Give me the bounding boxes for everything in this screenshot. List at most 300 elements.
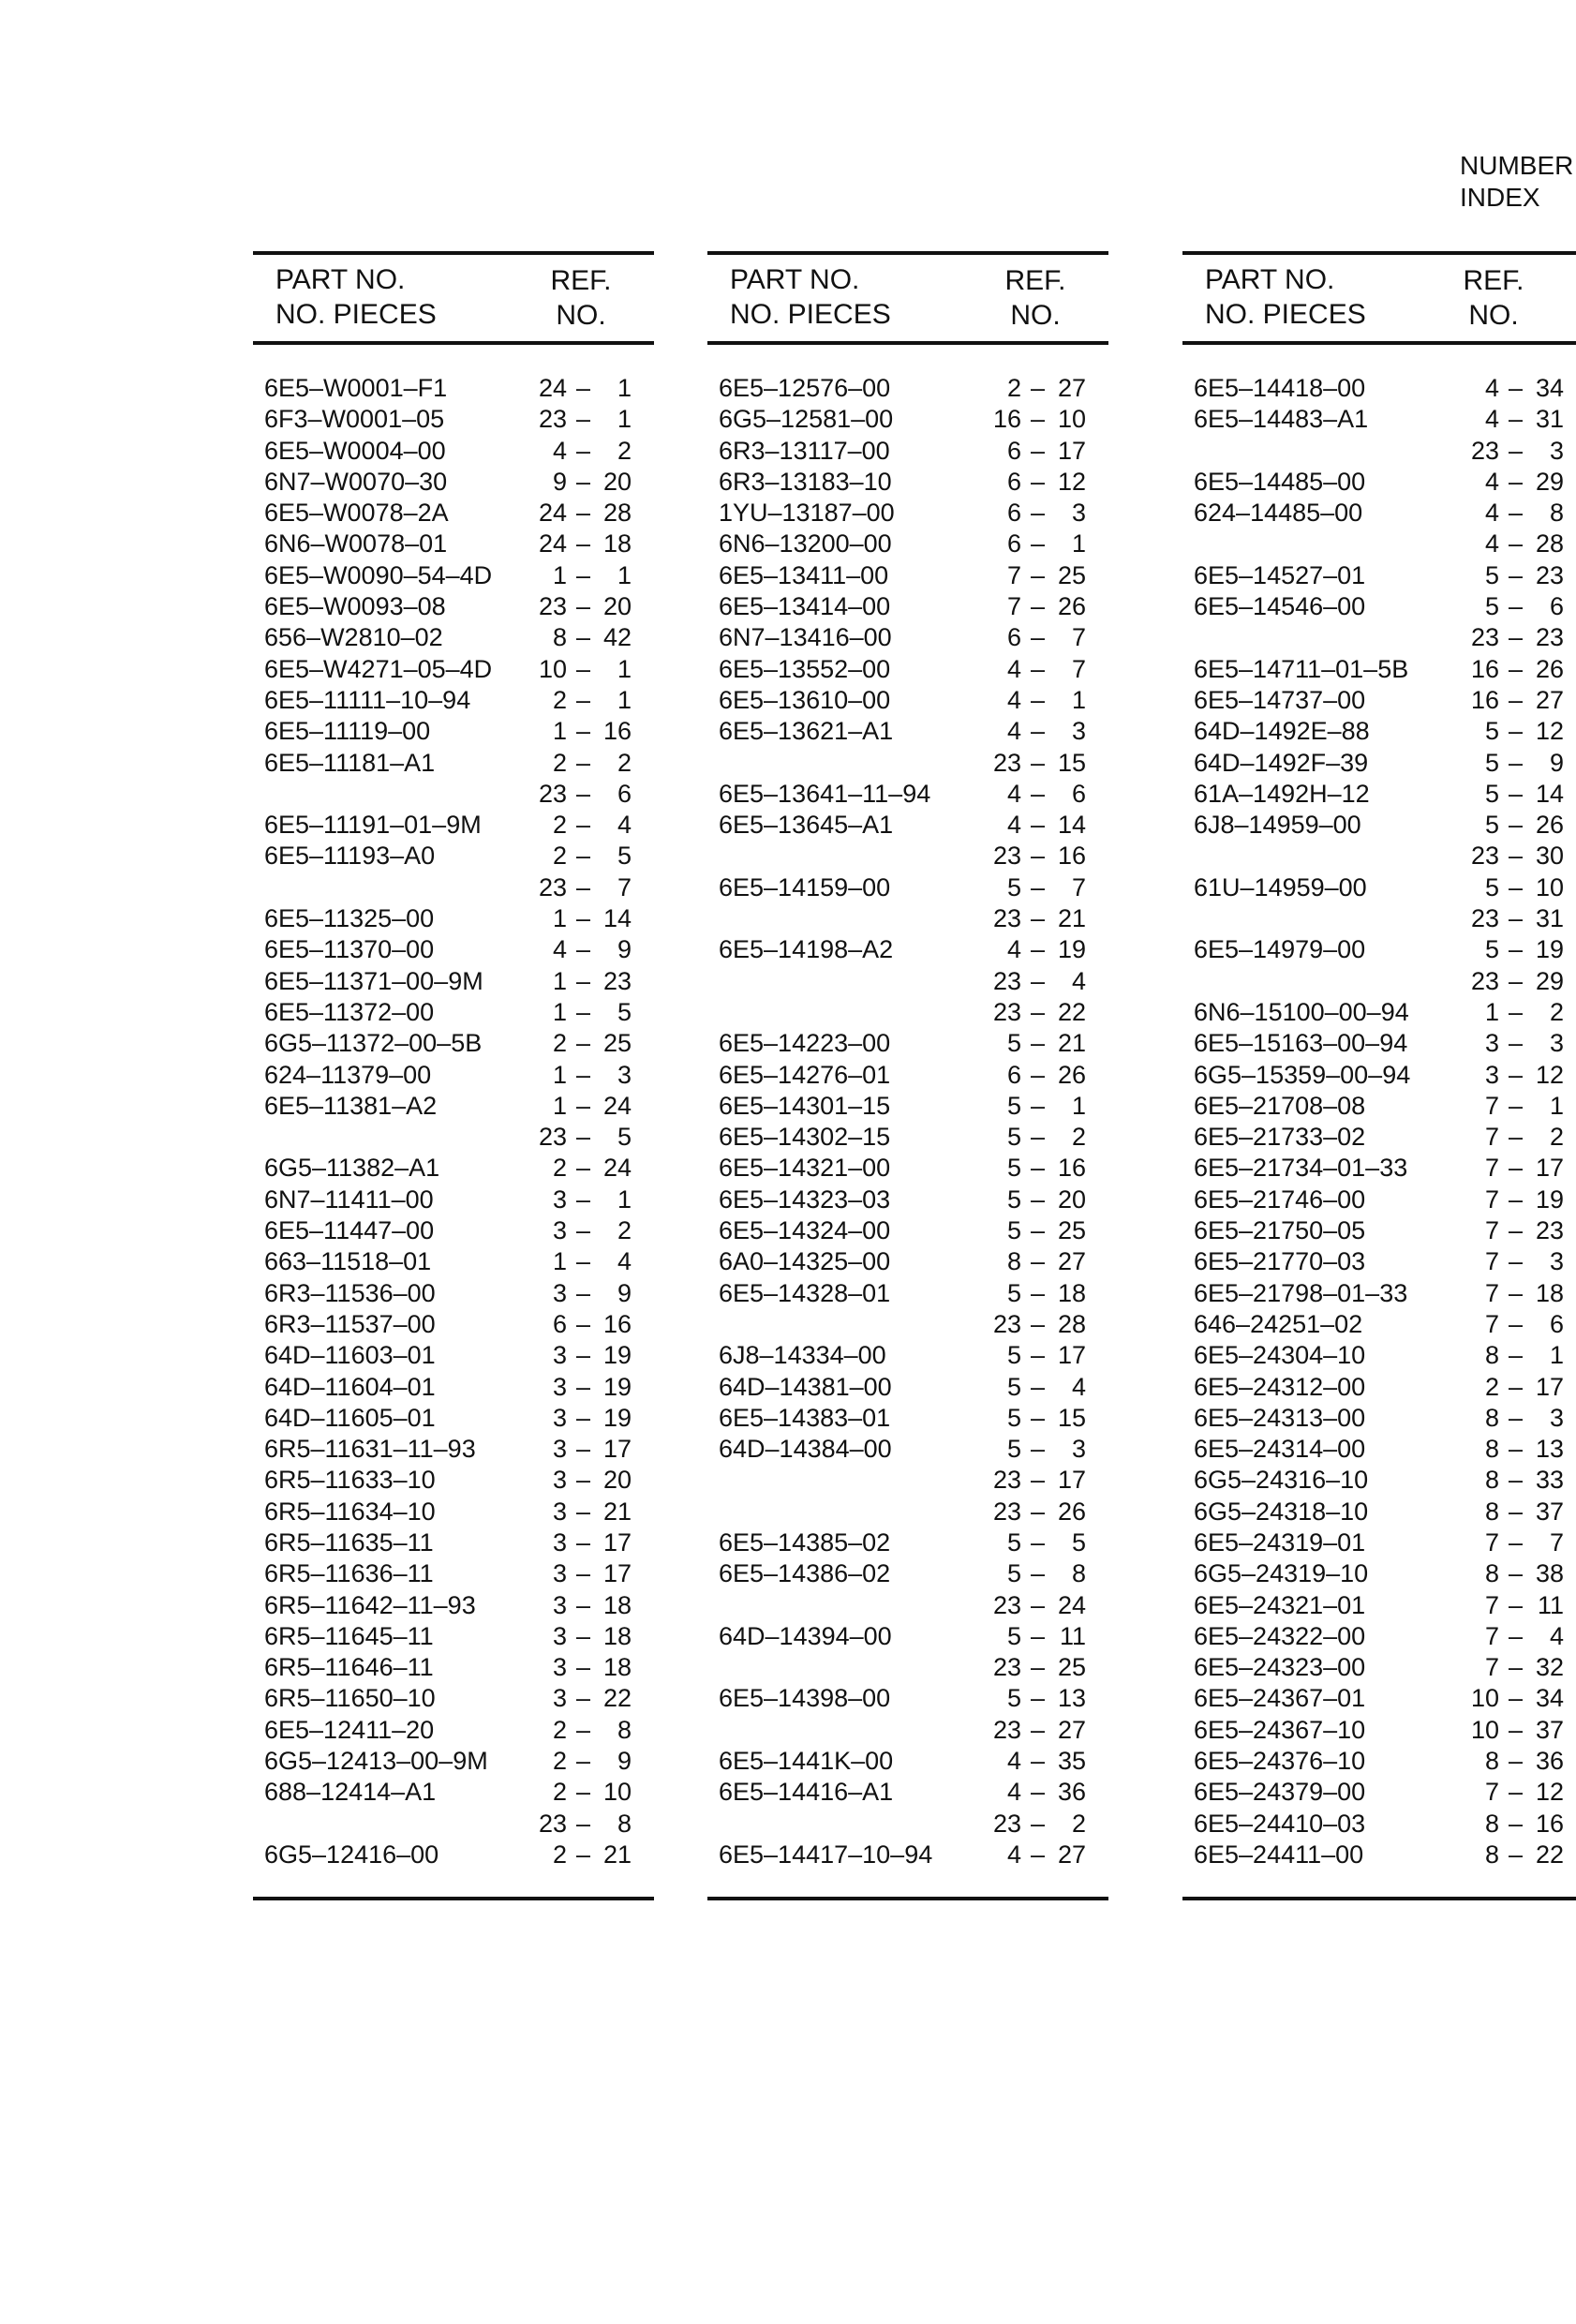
index-row [1182,1465,1576,1496]
page-number: 4 [552,935,567,964]
separator-dash: – [576,592,591,621]
page-number: 1 [552,560,567,589]
page-number: 23 [1470,623,1499,652]
part-number: 6R3–13117–00 [719,436,890,465]
page-number: 1 [552,997,567,1026]
index-row [1182,1809,1576,1840]
part-number: 6R5–11645–11 [264,1621,434,1650]
page-number: 3 [552,1372,567,1401]
index-row [707,1184,1108,1215]
page-number: 24 [538,374,567,402]
page-number: 9 [552,467,567,496]
index-row [1182,1060,1576,1091]
ref-number: 2 [1071,1123,1086,1152]
part-number: 6E5–14418–00 [1194,374,1366,402]
ref-number: 7 [1071,623,1086,652]
index-row [253,1309,654,1340]
separator-dash: – [1509,592,1524,621]
index-row [1182,467,1576,498]
ref-number: 27 [1057,374,1086,402]
part-number: 6E5–11371–00–9M [264,966,483,995]
separator-dash: – [576,1123,591,1152]
separator-dash: – [576,1621,591,1650]
ref-number: 25 [1057,1653,1086,1682]
separator-dash: – [576,467,591,496]
ref-number: 7 [1549,1527,1564,1557]
separator-dash: – [576,1184,591,1214]
index-row [707,404,1108,435]
ref-number: 34 [1535,374,1564,402]
separator-dash: – [1509,779,1524,808]
page-number: 7 [1484,1621,1499,1650]
page-number: 4 [1006,654,1021,683]
page-number: 4 [1006,685,1021,714]
separator-dash: – [1031,1466,1046,1495]
index-row [707,1715,1108,1746]
index-row [1182,1340,1576,1371]
separator-dash: – [576,1809,591,1838]
index-row [253,1028,654,1059]
ref-number: 1 [617,654,632,683]
ref-no-header: REF. NO. [1463,265,1524,331]
separator-dash: – [1509,436,1524,465]
part-number: 6R3–13183–10 [719,467,892,496]
column-header [1182,255,1576,341]
index-row [1182,934,1576,965]
separator-dash: – [1031,904,1046,933]
ref-number: 18 [602,529,632,559]
separator-dash: – [1031,966,1046,995]
index-row [707,1683,1108,1714]
page-number: 23 [992,842,1021,871]
ref-number: 17 [602,1527,632,1557]
separator-dash: – [576,1247,591,1276]
page-number: 23 [992,1715,1021,1744]
page-number: 10 [538,654,567,683]
part-number: 6E5–13411–00 [719,560,889,589]
ref-number: 15 [1057,748,1086,777]
separator-dash: – [576,1309,591,1338]
ref-number: 26 [1057,1497,1086,1526]
separator-dash: – [1509,1653,1524,1682]
ref-number: 15 [1057,1403,1086,1432]
page-number: 8 [1484,1559,1499,1588]
ref-number: 17 [1057,1466,1086,1495]
index-row [1182,1091,1576,1122]
ref-number: 17 [602,1559,632,1588]
ref-number: 22 [1057,997,1086,1026]
index-row [1182,1184,1576,1215]
index-row [1182,404,1576,435]
separator-dash: – [1509,623,1524,652]
part-number: 6J8–14959–00 [1194,811,1361,840]
separator-dash: – [1509,1060,1524,1089]
separator-dash: – [1031,1247,1046,1276]
part-number: 6E5–W4271–05–4D [264,654,493,683]
ref-number: 16 [602,1309,632,1338]
page-number: 23 [1470,904,1499,933]
part-number: 6E5–11372–00 [264,997,435,1026]
index-row [253,1497,654,1527]
ref-number: 20 [602,1466,632,1495]
part-number: 6E5–14417–10–94 [719,1840,933,1869]
part-number: 6E5–14159–00 [719,872,891,901]
bottom-rule [707,1897,1108,1900]
separator-dash: – [576,1278,591,1307]
separator-dash: – [1509,1247,1524,1276]
part-number: 64D–1492F–39 [1194,748,1369,777]
index-row [707,1621,1108,1652]
separator-dash: – [1509,1715,1524,1744]
page-number: 23 [538,592,567,621]
page-number: 4 [1484,467,1499,496]
index-row [1182,1403,1576,1434]
part-number: 6G5–15359–00–94 [1194,1060,1411,1089]
index-row [707,436,1108,467]
part-number: 61A–1492H–12 [1194,779,1370,808]
page-number: 7 [1484,1527,1499,1557]
separator-dash: – [1031,374,1046,402]
ref-number: 14 [602,904,632,933]
index-row [707,779,1108,810]
separator-dash: – [576,1715,591,1744]
index-row [1182,436,1576,467]
page-number: 3 [552,1184,567,1214]
page-number: 5 [1484,872,1499,901]
separator-dash: – [1509,1154,1524,1183]
page-number: 23 [992,966,1021,995]
ref-number: 18 [1535,1278,1564,1307]
page-number: 7 [1484,1278,1499,1307]
part-number: 6G5–24316–10 [1194,1466,1369,1495]
part-number: 6G5–24319–10 [1194,1559,1369,1588]
index-row [707,997,1108,1028]
index-row [707,591,1108,622]
ref-number: 8 [617,1715,632,1744]
separator-dash: – [1031,1778,1046,1807]
separator-dash: – [1509,935,1524,964]
ref-number: 28 [1057,1309,1086,1338]
page-number: 1 [552,1247,567,1276]
ref-number: 38 [1535,1559,1564,1588]
page-number: 2 [552,748,567,777]
page-number: 3 [552,1621,567,1650]
page-number: 5 [1006,1154,1021,1183]
ref-number: 9 [617,1747,632,1776]
separator-dash: – [1031,1653,1046,1682]
separator-dash: – [1509,1809,1524,1838]
separator-dash: – [576,1747,591,1776]
ref-number: 22 [1535,1840,1564,1869]
ref-number: 19 [1057,935,1086,964]
separator-dash: – [576,1497,591,1526]
separator-dash: – [576,436,591,465]
index-row [1182,810,1576,841]
index-row [253,1091,654,1122]
ref-number: 9 [617,1278,632,1307]
index-heading: NUMBER INDEX [1460,151,1574,212]
index-row [1182,1777,1576,1808]
index-row [253,1683,654,1714]
ref-number: 30 [1535,842,1564,871]
ref-number: 6 [617,779,632,808]
part-number: 6E5–14711–01–5B [1194,654,1409,683]
parts-list [253,373,654,1870]
part-number: 64D–14381–00 [719,1372,892,1401]
part-number: 6E5–21746–00 [1194,1184,1366,1214]
index-row [707,1746,1108,1777]
part-number: 6R5–11642–11–93 [264,1590,476,1619]
index-row [707,560,1108,591]
index-column-3 [1182,251,1576,1900]
part-number: 6E5–11111–10–94 [264,685,471,714]
part-number: 6E5–24319–01 [1194,1527,1366,1557]
index-row [707,1558,1108,1589]
page-number: 1 [552,1091,567,1120]
page-number: 5 [1484,717,1499,746]
separator-dash: – [1509,560,1524,589]
index-row [253,1246,654,1277]
separator-dash: – [1031,1123,1046,1152]
part-number: 6E5–13552–00 [719,654,891,683]
page-number: 2 [552,811,567,840]
ref-number: 33 [1535,1466,1564,1495]
page-number: 23 [1470,842,1499,871]
page-number: 3 [552,1590,567,1619]
page-number: 7 [1484,1778,1499,1807]
index-row [253,966,654,997]
page-number: 4 [1006,1778,1021,1807]
separator-dash: – [1509,872,1524,901]
index-row [1182,591,1576,622]
separator-dash: – [1509,1341,1524,1370]
ref-number: 27 [1057,1247,1086,1276]
separator-dash: – [576,935,591,964]
page-number: 4 [1484,374,1499,402]
ref-number: 23 [1535,623,1564,652]
separator-dash: – [1031,529,1046,559]
ref-number: 1 [1549,1341,1564,1370]
ref-number: 19 [602,1403,632,1432]
index-row [253,1527,654,1558]
part-number: 6R5–11646–11 [264,1653,434,1682]
page-number: 4 [1006,1840,1021,1869]
index-row [253,1777,654,1808]
index-row [1182,498,1576,529]
part-number: 6E5–24367–01 [1194,1684,1366,1713]
separator-dash: – [576,1091,591,1120]
ref-number: 23 [602,966,632,995]
part-number: 6E5–24313–00 [1194,1403,1366,1432]
page-number: 7 [1484,1123,1499,1152]
part-no-header: PART NO. NO. PIECES [275,264,437,330]
part-number: 6E5–24323–00 [1194,1653,1366,1682]
part-number: 6E5–11325–00 [264,904,435,933]
page-number: 5 [1006,1216,1021,1245]
index-row [707,1590,1108,1621]
part-number: 6E5–14483–A1 [1194,405,1369,434]
ref-number: 18 [602,1653,632,1682]
ref-number: 29 [1535,966,1564,995]
page-number: 1 [552,1060,567,1089]
page-number: 10 [1470,1684,1499,1713]
separator-dash: – [1509,997,1524,1026]
ref-number: 1 [617,560,632,589]
index-row [1182,1621,1576,1652]
part-number: 6E5–14383–01 [719,1403,891,1432]
separator-dash: – [576,654,591,683]
part-number: 64D–11603–01 [264,1341,436,1370]
separator-dash: – [576,1029,591,1058]
part-number: 6E5–14324–00 [719,1216,891,1245]
separator-dash: – [576,405,591,434]
ref-number: 3 [1549,1029,1564,1058]
index-row [707,1309,1108,1340]
page-number: 5 [1006,1341,1021,1370]
part-number: 6E5–24376–10 [1194,1747,1366,1776]
part-number: 6E5–21750–05 [1194,1216,1366,1245]
part-number: 6E5–24367–10 [1194,1715,1366,1744]
ref-no-header: REF. NO. [1004,265,1066,331]
part-number: 624–11379–00 [264,1060,432,1089]
index-row [253,1372,654,1403]
index-row [707,810,1108,841]
part-number: 6E5–14223–00 [719,1029,891,1058]
page-number: 16 [992,405,1021,434]
index-row [253,373,654,404]
part-number: 6E5–14301–15 [719,1091,891,1120]
separator-dash: – [1031,405,1046,434]
page-number: 23 [1470,966,1499,995]
bottom-rule [1182,1897,1576,1900]
separator-dash: – [1509,1184,1524,1214]
ref-number: 3 [1549,1247,1564,1276]
separator-dash: – [576,779,591,808]
page-number: 4 [1006,935,1021,964]
page-number: 5 [1006,1684,1021,1713]
part-number: 6R3–11537–00 [264,1309,436,1338]
index-row [253,1215,654,1246]
page-number: 6 [1006,529,1021,559]
page-number: 5 [1484,935,1499,964]
separator-dash: – [1509,842,1524,871]
index-row [707,1465,1108,1496]
part-number: 6E5–11193–A0 [264,842,436,871]
separator-dash: – [1509,1621,1524,1650]
page-number: 3 [552,1684,567,1713]
part-number: 6E5–15163–00–94 [1194,1029,1408,1058]
ref-number: 20 [602,467,632,496]
column-header [253,255,654,341]
index-row [253,436,654,467]
index-row [1182,373,1576,404]
index-row [253,1403,654,1434]
part-number: 6R5–11650–10 [264,1684,436,1713]
page-number: 7 [1484,1091,1499,1120]
index-row [707,1809,1108,1840]
ref-number: 32 [1535,1653,1564,1682]
index-row [253,591,654,622]
separator-dash: – [576,1653,591,1682]
page-number: 10 [1470,1715,1499,1744]
page-number: 5 [1006,1278,1021,1307]
ref-number: 5 [617,1123,632,1152]
ref-number: 21 [602,1497,632,1526]
separator-dash: – [1031,1403,1046,1432]
part-number: 6E5–14328–01 [719,1278,891,1307]
separator-dash: – [1031,997,1046,1026]
index-row [1182,1746,1576,1777]
ref-number: 18 [1057,1278,1086,1307]
ref-number: 31 [1535,405,1564,434]
index-row [1182,1028,1576,1059]
index-row [707,872,1108,903]
part-number: 663–11518–01 [264,1247,432,1276]
page-number: 6 [1006,1060,1021,1089]
page-number: 5 [1006,1621,1021,1650]
ref-number: 14 [1057,811,1086,840]
page-number: 7 [1484,1216,1499,1245]
ref-number: 3 [1549,1403,1564,1432]
separator-dash: – [576,1778,591,1807]
page-number: 5 [1006,1123,1021,1152]
page-number: 2 [1484,1372,1499,1401]
part-number: 6G5–11372–00–5B [264,1029,483,1058]
separator-dash: – [1509,904,1524,933]
part-number: 1YU–13187–00 [719,499,895,528]
part-number: 6E5–14321–00 [719,1154,891,1183]
ref-number: 24 [1057,1590,1086,1619]
page-number: 2 [552,1715,567,1744]
bottom-rule [253,1897,654,1900]
part-number: 6E5–11181–A1 [264,748,436,777]
separator-dash: – [1031,1809,1046,1838]
index-row [1182,1278,1576,1309]
part-number: 6E5–24312–00 [1194,1372,1366,1401]
separator-dash: – [576,904,591,933]
page-number: 6 [552,1309,567,1338]
part-number: 6N7–11411–00 [264,1184,434,1214]
page-number: 4 [1006,717,1021,746]
part-number: 6E5–11191–01–9M [264,811,482,840]
separator-dash: – [576,560,591,589]
index-row [253,903,654,934]
ref-number: 1 [617,1184,632,1214]
separator-dash: – [1031,1559,1046,1588]
ref-number: 10 [1535,872,1564,901]
ref-number: 2 [1549,1123,1564,1152]
index-row [253,529,654,559]
separator-dash: – [576,1403,591,1432]
ref-number: 2 [1549,997,1564,1026]
index-row [707,1153,1108,1184]
page-number: 24 [538,499,567,528]
ref-number: 37 [1535,1497,1564,1526]
part-number: 6N6–13200–00 [719,529,892,559]
part-number: 6A0–14325–00 [719,1247,891,1276]
part-number: 6E5–13641–11–94 [719,779,931,808]
ref-number: 12 [1535,1778,1564,1807]
separator-dash: – [1509,1403,1524,1432]
index-row [707,1372,1108,1403]
index-row [707,1497,1108,1527]
separator-dash: – [1031,811,1046,840]
part-number: 6E5–11447–00 [264,1216,435,1245]
ref-number: 8 [1071,1559,1086,1588]
separator-dash: – [1031,1154,1046,1183]
page-number: 4 [1006,1747,1021,1776]
page-number: 2 [552,1029,567,1058]
